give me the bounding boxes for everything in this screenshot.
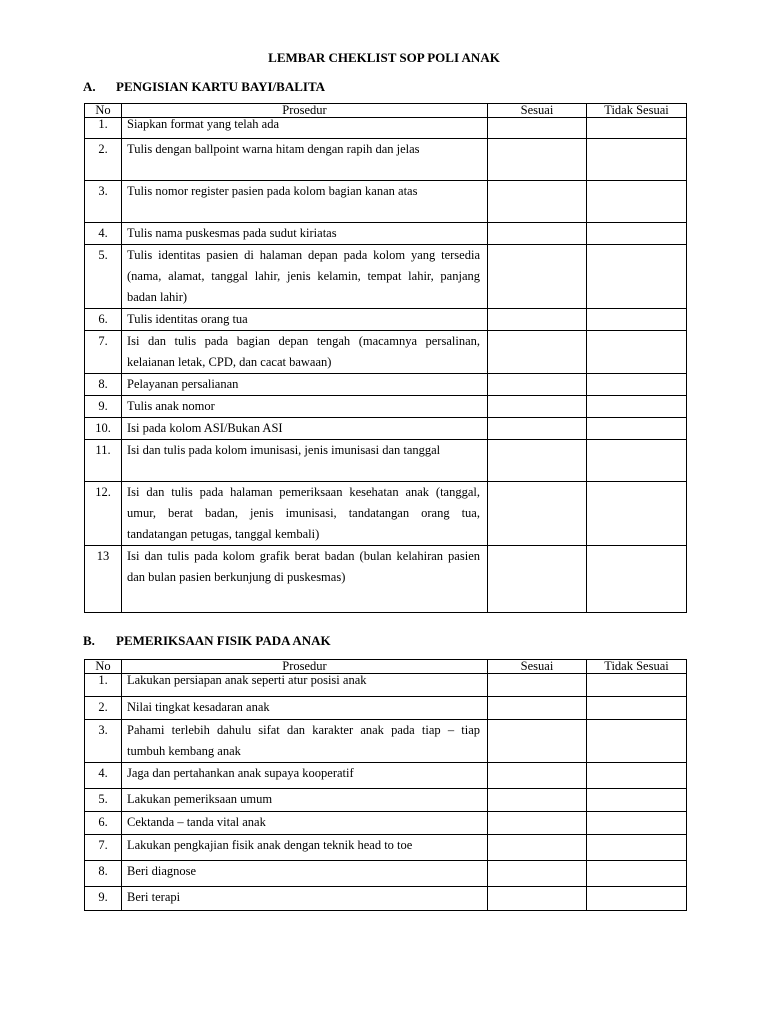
row-procedure: Tulis identitas pasien di halaman depan pada kolom yang tersedia (nama, alamat, tanggal lahir, jenis kelamin, tempat lahir, panjang badan lahir) <box>122 245 488 309</box>
table-row <box>85 697 687 720</box>
row-procedure: Isi dan tulis pada bagian depan tengah (macamnya persalinan, kelaianan letak, CPD, dan cacat bawaan) <box>122 331 488 374</box>
table-row <box>85 812 687 835</box>
tidak-sesuai-cell[interactable] <box>587 118 687 139</box>
tidak-sesuai-cell[interactable] <box>587 181 687 223</box>
table-row <box>85 331 687 374</box>
row-number: 5. <box>85 245 122 309</box>
row-number: 1. <box>85 118 122 139</box>
checklist-table-b <box>84 659 687 911</box>
table-row <box>85 223 687 245</box>
sesuai-cell[interactable] <box>488 835 587 861</box>
sesuai-cell[interactable] <box>488 720 587 763</box>
row-number: 1. <box>85 674 122 697</box>
row-procedure: Lakukan pemeriksaan umum <box>122 789 488 812</box>
col-header-tidak-sesuai: Tidak Sesuai <box>587 660 687 674</box>
row-procedure: Isi pada kolom ASI/Bukan ASI <box>122 418 488 440</box>
tidak-sesuai-cell[interactable] <box>587 440 687 482</box>
tidak-sesuai-cell[interactable] <box>587 697 687 720</box>
tidak-sesuai-cell[interactable] <box>587 223 687 245</box>
table-row <box>85 118 687 139</box>
tidak-sesuai-cell[interactable] <box>587 309 687 331</box>
row-number: 7. <box>85 835 122 861</box>
section-b-letter: B. <box>83 633 95 648</box>
tidak-sesuai-cell[interactable] <box>587 374 687 396</box>
sesuai-cell[interactable] <box>488 139 587 181</box>
sesuai-cell[interactable] <box>488 482 587 546</box>
col-header-prosedur: Prosedur <box>122 660 488 674</box>
row-number: 11. <box>85 440 122 482</box>
sesuai-cell[interactable] <box>488 440 587 482</box>
tidak-sesuai-cell[interactable] <box>587 789 687 812</box>
row-number: 6. <box>85 812 122 835</box>
section-b-heading <box>83 633 331 649</box>
row-procedure: Lakukan persiapan anak seperti atur posisi anak <box>122 674 488 697</box>
row-number: 8. <box>85 374 122 396</box>
row-number: 9. <box>85 887 122 911</box>
row-procedure: Beri terapi <box>122 887 488 911</box>
table-row <box>85 763 687 789</box>
sesuai-cell[interactable] <box>488 223 587 245</box>
tidak-sesuai-cell[interactable] <box>587 546 687 613</box>
row-number: 2. <box>85 139 122 181</box>
table-row <box>85 546 687 613</box>
col-header-no: No <box>85 660 122 674</box>
tidak-sesuai-cell[interactable] <box>587 245 687 309</box>
row-procedure: Isi dan tulis pada kolom imunisasi, jenis imunisasi dan tanggal <box>122 440 488 482</box>
row-number: 4. <box>85 223 122 245</box>
row-number: 3. <box>85 181 122 223</box>
sesuai-cell[interactable] <box>488 546 587 613</box>
sesuai-cell[interactable] <box>488 245 587 309</box>
table-row <box>85 309 687 331</box>
table-header-row <box>85 660 687 674</box>
section-a-heading <box>83 79 325 95</box>
col-header-no: No <box>85 104 122 118</box>
row-number: 3. <box>85 720 122 763</box>
table-row <box>85 374 687 396</box>
tidak-sesuai-cell[interactable] <box>587 763 687 789</box>
row-number: 12. <box>85 482 122 546</box>
row-number: 6. <box>85 309 122 331</box>
row-procedure: Tulis dengan ballpoint warna hitam dengan rapih dan jelas <box>122 139 488 181</box>
row-procedure: Siapkan format yang telah ada <box>122 118 488 139</box>
row-number: 5. <box>85 789 122 812</box>
sesuai-cell[interactable] <box>488 812 587 835</box>
table-row <box>85 861 687 887</box>
table-header-row <box>85 104 687 118</box>
table-row <box>85 440 687 482</box>
checklist-table-a <box>84 103 687 613</box>
sesuai-cell[interactable] <box>488 418 587 440</box>
row-number: 8. <box>85 861 122 887</box>
col-header-prosedur: Prosedur <box>122 104 488 118</box>
sesuai-cell[interactable] <box>488 331 587 374</box>
row-procedure: Tulis nomor register pasien pada kolom bagian kanan atas <box>122 181 488 223</box>
col-header-sesuai: Sesuai <box>488 104 587 118</box>
sesuai-cell[interactable] <box>488 374 587 396</box>
row-procedure: Nilai tingkat kesadaran anak <box>122 697 488 720</box>
row-procedure: Isi dan tulis pada halaman pemeriksaan kesehatan anak (tanggal, umur, berat badan, jenis imunisasi, tandatangan orang tua, tandatangan petugas, tanggal kembali) <box>122 482 488 546</box>
row-procedure: Tulis anak nomor <box>122 396 488 418</box>
row-procedure: Jaga dan pertahankan anak supaya kooperatif <box>122 763 488 789</box>
sesuai-cell[interactable] <box>488 861 587 887</box>
row-procedure: Tulis nama puskesmas pada sudut kiriatas <box>122 223 488 245</box>
row-number: 2. <box>85 697 122 720</box>
row-number: 10. <box>85 418 122 440</box>
section-a-title: PENGISIAN KARTU BAYI/BALITA <box>116 79 326 94</box>
row-procedure: Isi dan tulis pada kolom grafik berat badan (bulan kelahiran pasien dan bulan pasien berkunjung di puskesmas) <box>122 546 488 613</box>
sesuai-cell[interactable] <box>488 887 587 911</box>
table-row <box>85 887 687 911</box>
row-number: 13 <box>85 546 122 613</box>
sesuai-cell[interactable] <box>488 118 587 139</box>
sesuai-cell[interactable] <box>488 396 587 418</box>
table-row <box>85 139 687 181</box>
table-row <box>85 418 687 440</box>
table-row <box>85 835 687 861</box>
sesuai-cell[interactable] <box>488 697 587 720</box>
table-row <box>85 482 687 546</box>
tidak-sesuai-cell[interactable] <box>587 835 687 861</box>
sesuai-cell[interactable] <box>488 789 587 812</box>
sesuai-cell[interactable] <box>488 309 587 331</box>
row-procedure: Pelayanan persalianan <box>122 374 488 396</box>
row-number: 7. <box>85 331 122 374</box>
tidak-sesuai-cell[interactable] <box>587 674 687 697</box>
sesuai-cell[interactable] <box>488 763 587 789</box>
table-row <box>85 396 687 418</box>
row-number: 9. <box>85 396 122 418</box>
section-b-title: PEMERIKSAAN FISIK PADA ANAK <box>116 633 331 648</box>
table-row <box>85 245 687 309</box>
row-procedure: Pahami terlebih dahulu sifat dan karakter anak pada tiap – tiap tumbuh kembang anak <box>122 720 488 763</box>
tidak-sesuai-cell[interactable] <box>587 812 687 835</box>
row-number: 4. <box>85 763 122 789</box>
tidak-sesuai-cell[interactable] <box>587 139 687 181</box>
tidak-sesuai-cell[interactable] <box>587 482 687 546</box>
row-procedure: Lakukan pengkajian fisik anak dengan teknik head to toe <box>122 835 488 861</box>
table-row <box>85 181 687 223</box>
page-title: LEMBAR CHEKLIST SOP POLI ANAK <box>268 50 500 65</box>
tidak-sesuai-cell[interactable] <box>587 331 687 374</box>
row-procedure: Cektanda – tanda vital anak <box>122 812 488 835</box>
tidak-sesuai-cell[interactable] <box>587 396 687 418</box>
col-header-tidak-sesuai: Tidak Sesuai <box>587 104 687 118</box>
section-a-letter: A. <box>83 79 96 94</box>
sesuai-cell[interactable] <box>488 181 587 223</box>
tidak-sesuai-cell[interactable] <box>587 861 687 887</box>
table-row <box>85 674 687 697</box>
table-row <box>85 720 687 763</box>
row-procedure: Beri diagnose <box>122 861 488 887</box>
col-header-sesuai: Sesuai <box>488 660 587 674</box>
tidak-sesuai-cell[interactable] <box>587 720 687 763</box>
row-procedure: Tulis identitas orang tua <box>122 309 488 331</box>
tidak-sesuai-cell[interactable] <box>587 418 687 440</box>
table-row <box>85 789 687 812</box>
tidak-sesuai-cell[interactable] <box>587 887 687 911</box>
sesuai-cell[interactable] <box>488 674 587 697</box>
